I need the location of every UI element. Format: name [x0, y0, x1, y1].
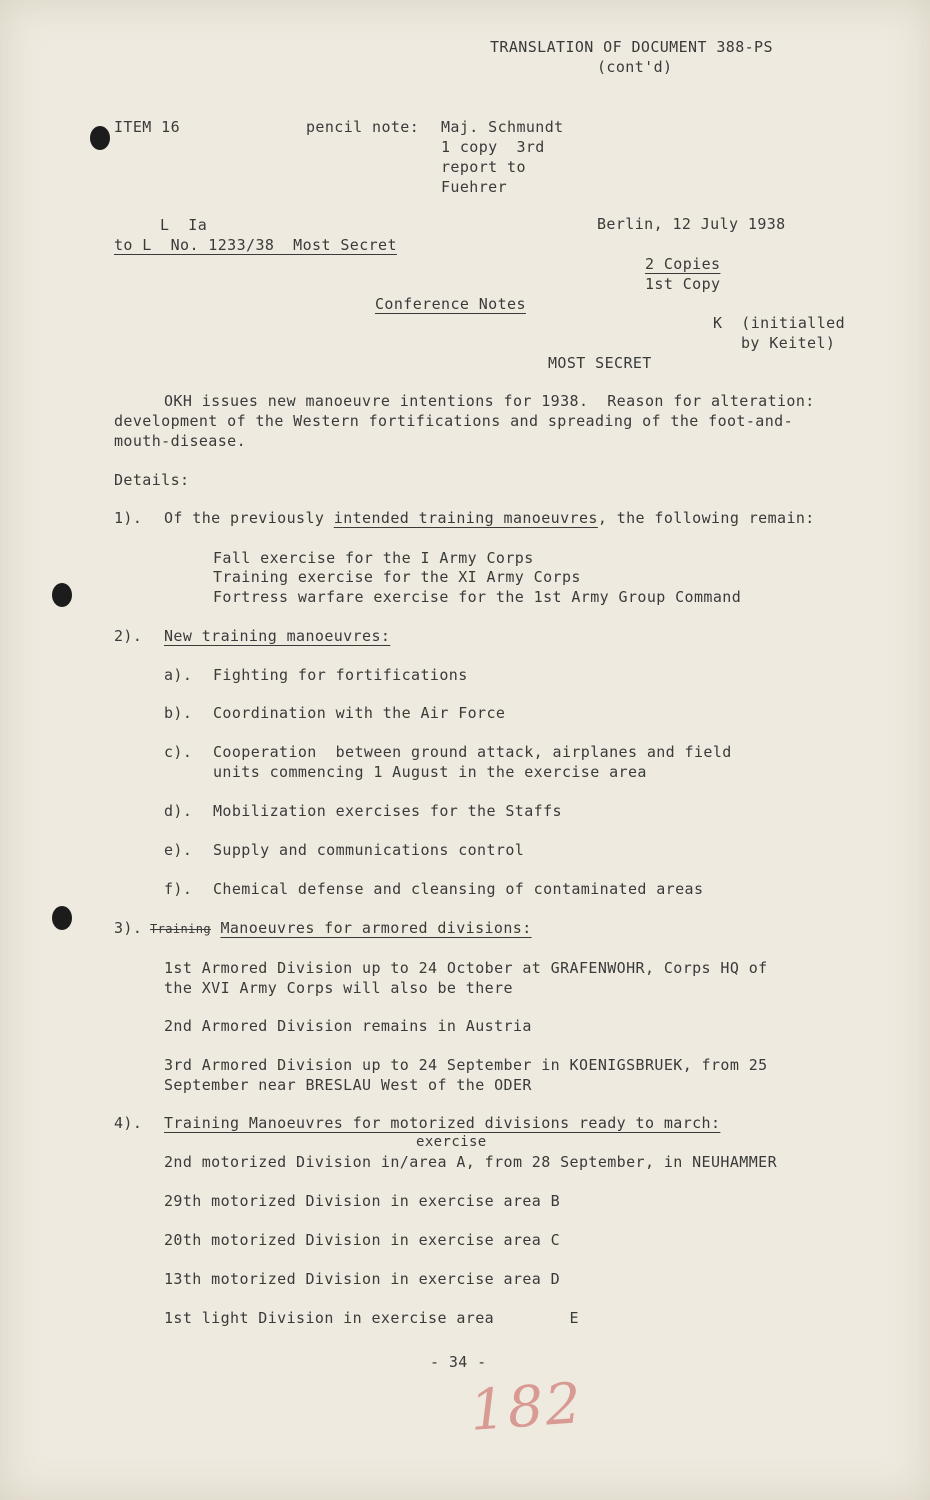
section-2-item-f-label: f).	[164, 880, 193, 898]
initial-line-1: K (initialled	[713, 314, 846, 332]
section-4-item-3: 20th motorized Division in exercise area C	[164, 1231, 561, 1249]
section-2-item-a-label: a).	[164, 666, 193, 684]
handwritten-page-number: 182	[467, 1371, 586, 1444]
section-3-para-2: 2nd Armored Division remains in Austria	[164, 1017, 532, 1035]
section-2-item-c-text-2: units commencing 1 August in the exercise area	[213, 763, 647, 781]
section-1-heading-underlined: intended training manoeuvres	[333, 509, 598, 527]
classification: MOST SECRET	[548, 354, 652, 372]
details-label: Details:	[114, 471, 190, 489]
intro-line-3: mouth-disease.	[114, 432, 247, 450]
section-4-item-2: 29th motorized Division in exercise area B	[164, 1192, 561, 1210]
section-2-item-d-label: d).	[164, 802, 193, 820]
punch-hole-top	[90, 126, 110, 150]
intro-line-2: development of the Western fortifications and spreading of the foot-and-	[114, 412, 794, 430]
section-2-item-d-text: Mobilization exercises for the Staffs	[213, 802, 562, 820]
section-4-number: 4).	[114, 1114, 143, 1132]
section-1-number: 1).	[114, 509, 143, 527]
section-2-number: 2).	[114, 627, 143, 645]
reference-line-2: to L No. 1233/38 Most Secret	[114, 236, 397, 254]
pencil-note-line-4: Fuehrer	[441, 178, 508, 196]
pencil-note-label: pencil note:	[306, 118, 420, 136]
document-title: Conference Notes	[375, 295, 526, 313]
punch-hole-middle	[52, 583, 72, 607]
section-2-item-b-label: b).	[164, 704, 193, 722]
contd-label: (cont'd)	[597, 58, 673, 76]
section-2-item-c-text-1: Cooperation between ground attack, airplanes and field	[213, 743, 732, 761]
section-4-insert: exercise	[416, 1134, 487, 1150]
pencil-note-line-3: report to	[441, 158, 526, 176]
section-3-heading	[150, 918, 532, 939]
section-3-para-3-line-1: 3rd Armored Division up to 24 September in KOENIGSBRUEK, from 25	[164, 1056, 768, 1074]
section-2-item-b-text: Coordination with the Air Force	[213, 704, 506, 722]
punch-hole-bottom	[52, 906, 72, 930]
intro-line-1: OKH issues new manoeuvre intentions for 1938. Reason for alteration:	[164, 392, 815, 410]
section-4-heading: Training Manoeuvres for motorized divisions ready to march:	[164, 1114, 721, 1132]
section-3-para-1-line-2: the XVI Army Corps will also be there	[164, 979, 513, 997]
section-1-heading	[164, 508, 815, 528]
item-label: ITEM 16	[114, 118, 181, 136]
section-3-para-1-line-1: 1st Armored Division up to 24 October at GRAFENWOHR, Corps HQ of	[164, 959, 768, 977]
section-3-number: 3).	[114, 919, 143, 937]
section-3-struck-word: Training	[150, 922, 211, 936]
section-1-item-1: Fall exercise for the I Army Corps	[213, 549, 534, 567]
section-2-item-c-label: c).	[164, 743, 193, 761]
section-1-item-2: Training exercise for the XI Army Corps	[213, 568, 581, 586]
section-3-para-3-line-2: September near BRESLAU West of the ODER	[164, 1076, 532, 1094]
translation-header: TRANSLATION OF DOCUMENT 388-PS	[490, 38, 773, 56]
pencil-note-line-1: Maj. Schmundt	[441, 118, 564, 136]
reference-line-1: L Ia	[160, 216, 208, 234]
section-4-item-1: 2nd motorized Division in/area A, from 28 September, in NEUHAMMER	[164, 1153, 777, 1171]
section-2-item-e-label: e).	[164, 841, 193, 859]
section-2-item-f-text: Chemical defense and cleansing of contaminated areas	[213, 880, 704, 898]
copies-count: 2 Copies	[645, 255, 721, 273]
pencil-note-line-2: 1 copy 3rd	[441, 138, 545, 156]
section-2-heading: New training manoeuvres:	[164, 627, 391, 645]
initial-line-2: by Keitel)	[741, 334, 836, 352]
section-2-item-e-text: Supply and communications control	[213, 841, 525, 859]
copy-number: 1st Copy	[645, 275, 721, 293]
section-2-item-a-text: Fighting for fortifications	[213, 666, 468, 684]
section-3-heading-text: Manoeuvres for armored divisions:	[220, 919, 532, 937]
place-date: Berlin, 12 July 1938	[597, 215, 786, 233]
section-4-item-5: 1st light Division in exercise area E	[164, 1309, 579, 1327]
section-1-heading-post: , the following remain:	[597, 509, 815, 527]
section-4-item-4: 13th motorized Division in exercise area D	[164, 1270, 561, 1288]
section-1-heading-pre: Of the previously	[164, 509, 334, 527]
section-1-item-3: Fortress warfare exercise for the 1st Army Group Command	[213, 588, 742, 606]
page-number: - 34 -	[430, 1353, 487, 1371]
